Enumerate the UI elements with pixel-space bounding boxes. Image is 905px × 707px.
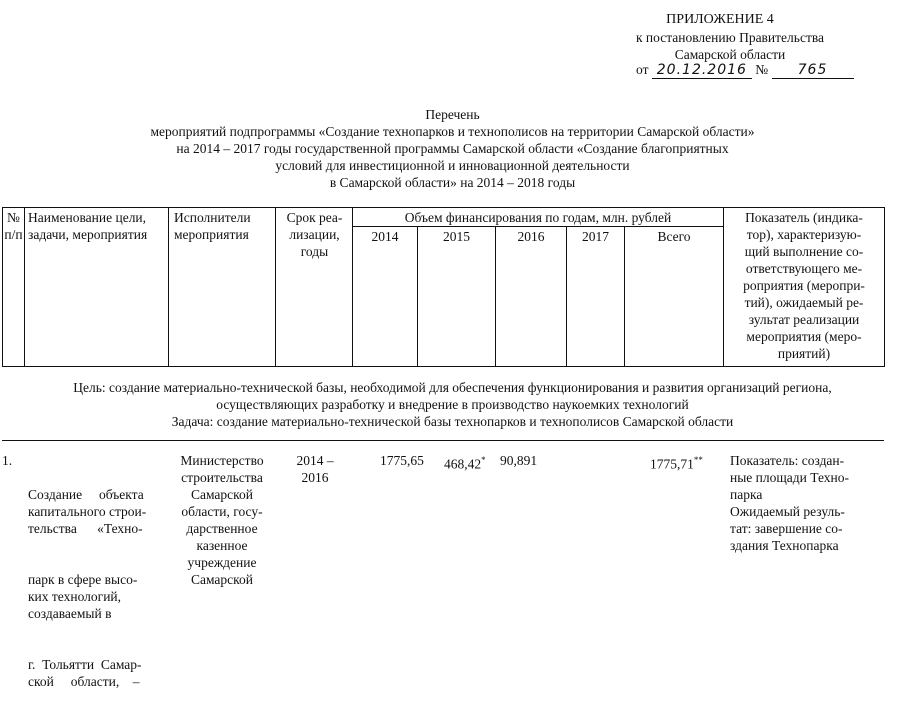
number-sign: № [755,62,769,77]
decree-number: 765 [772,62,854,79]
decree-line: к постановлению Правительства [635,30,825,45]
row1-total: 1775,71** [650,455,703,472]
goal-line-2: осуществляющих разработку и внедрение в производство наукоемких технологий [216,397,689,412]
doc-subtitle-1: мероприятий подпрограммы «Создание технопарков и технополисов на территории Самарской области» [150,124,755,139]
row1-2014: 1775,65 [380,453,424,468]
row1-indicator: Показатель: создан- ные площади Техно- парка Ожидаемый резуль- тат: завершение со- здания Технопарка [730,453,849,553]
row1-executors: Министерство строительства Самарской области, госу- дарственное казенное учреждение Самарской [180,453,264,587]
year-2015-header: 2015 [443,229,470,244]
row1-2016: 90,891 [500,453,538,468]
col-num-header: № п/п [4,210,23,242]
region-line: Самарской области [674,47,786,62]
row1-2015: 468,42* [444,455,486,472]
col-financing-header: Объем финансирования по годам, млн. рублей [404,210,672,225]
year-2017-header: 2017 [582,229,609,244]
col-term-header: Срок реа- лизации, годы [286,210,343,259]
row1-name: Создание объекта капитального строи- тельства «Техно- парк в сфере высо- ких технологий, создаваемый в г. Тольятти Самар- ской области, – [28,487,147,689]
appendix-label: ПРИЛОЖЕНИЕ 4 [666,12,774,27]
year-2016-header: 2016 [517,229,545,244]
date-prefix: от [636,62,649,77]
decree-date: 20.12.2016 [652,62,752,79]
row1-num: 1. [2,453,13,468]
doc-subtitle-4: в Самарской области» на 2014 – 2018 годы [329,175,576,190]
col-indicator-header: Показатель (индика- тор), характеризую- щий выполнение со- ответствующего ме- роприятия (меропри- тий), ожидаемый ре- зультат реализации мероприятия (меро- приятий) [743,210,865,361]
doc-title: Перечень [425,107,480,122]
row1-term: 2014 – 2016 [296,453,334,485]
year-2014-header: 2014 [371,229,399,244]
task-line: Задача: создание материально-технической базы технопарков и технополисов Самарской области [171,414,734,429]
decree-date-row [636,62,854,79]
doc-subtitle-2: на 2014 – 2017 годы государственной программы Самарской области «Создание благоприятных [176,141,729,156]
total-header: Всего [657,229,691,244]
goal-line-1: Цель: создание материально-технической базы, необходимой для обеспечения функционирования и развития организаций региона, [73,380,832,395]
col-name-header: Наименование цели, задачи, мероприятия [28,210,148,242]
doc-subtitle-3: условий для инвестиционной и инновационной деятельности [275,158,630,173]
col-executors-header: Исполнители мероприятия [174,210,251,242]
